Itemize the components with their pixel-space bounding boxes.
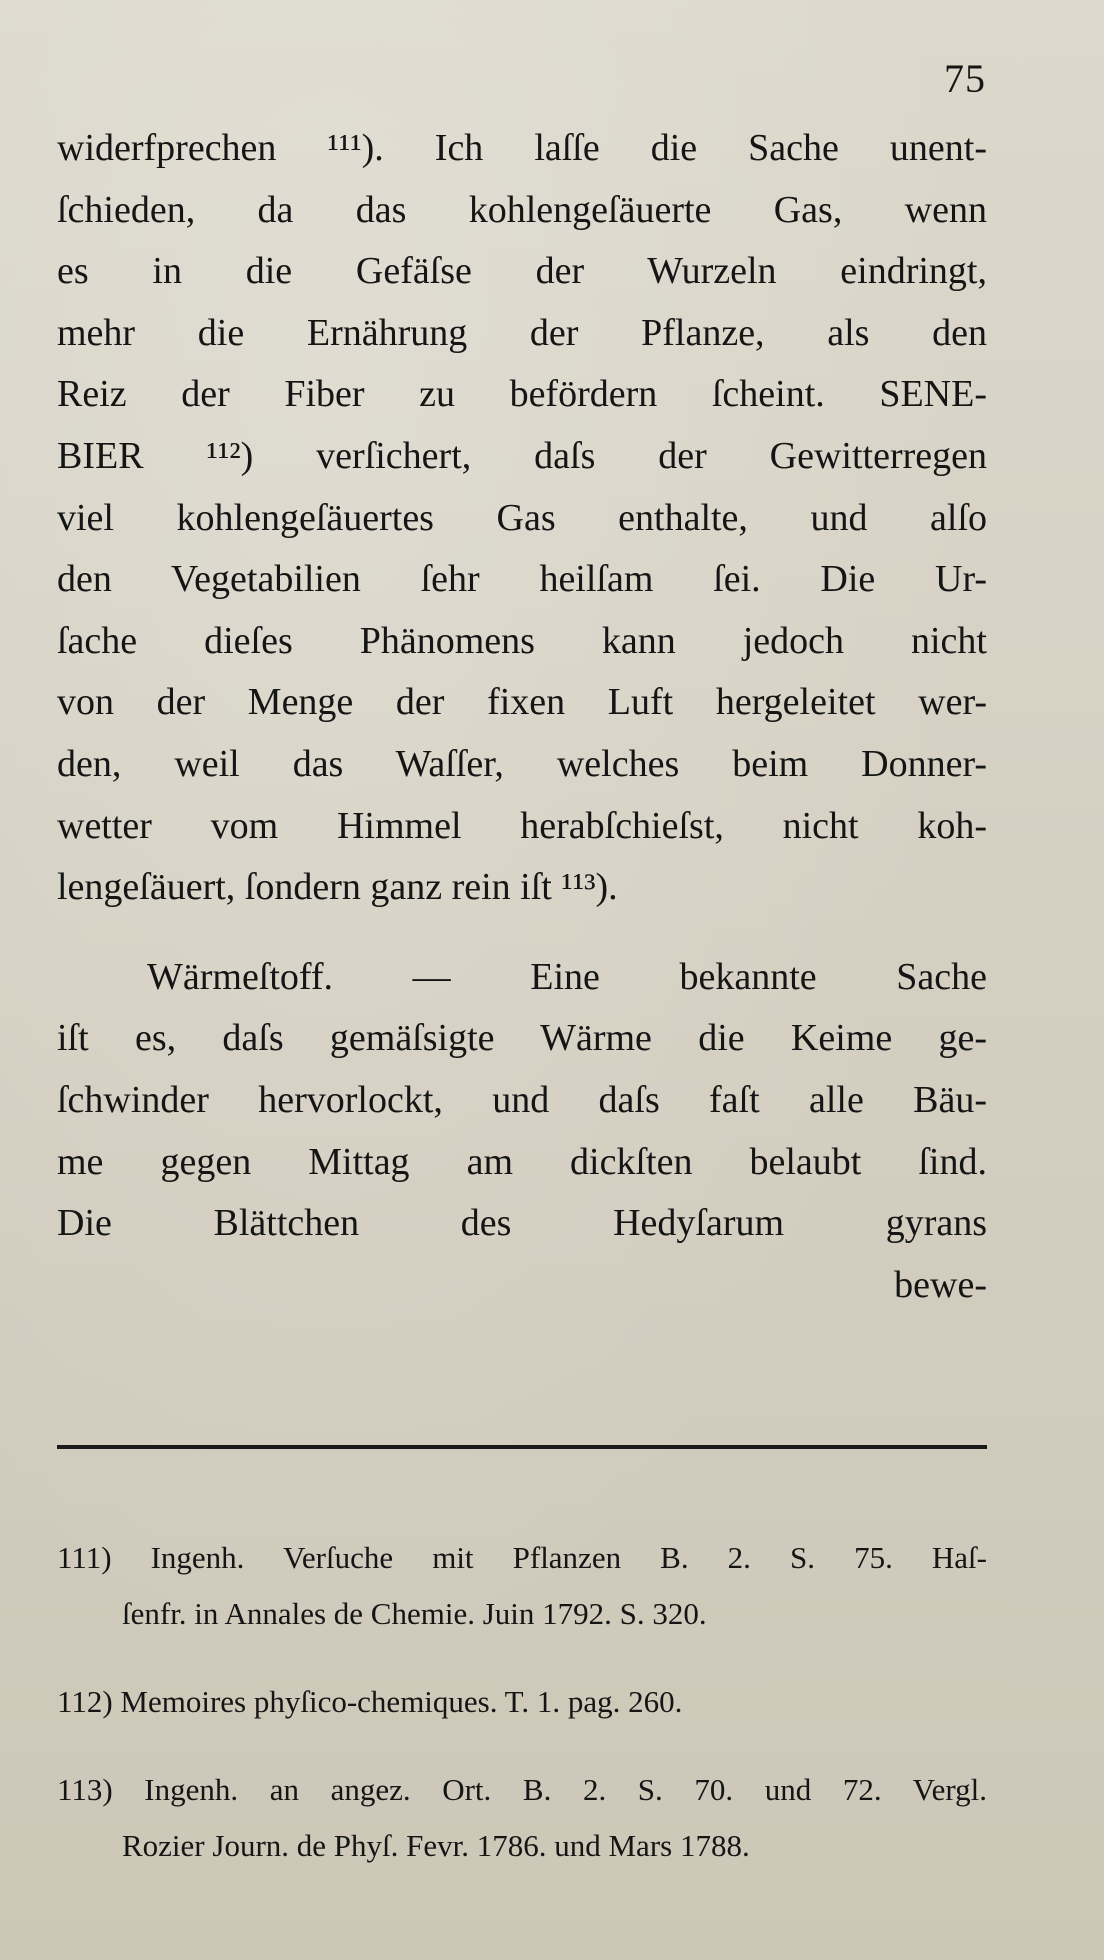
- catchword: bewe-: [894, 1263, 987, 1306]
- text-line: Wärmeſtoff. — Eine bekannte Sache: [147, 955, 987, 998]
- footnote-113: [57, 1762, 987, 1874]
- text-line: wetter vom Himmel herabſchieſst, nicht koh-: [57, 804, 987, 847]
- footnote-112: [57, 1674, 987, 1730]
- text-line: Reiz der Fiber zu befördern ſcheint. SENE-: [57, 373, 987, 416]
- text-line: den Vegetabilien ſehr heilſam ſei. Die Ur-: [57, 558, 987, 601]
- text-line: ſchwinder hervorlockt, und daſs faſt alle Bäu-: [57, 1078, 987, 1121]
- paragraph-1: [57, 118, 987, 919]
- text-line: viel kohlengeſäuertes Gas enthalte, und alſo: [57, 496, 987, 539]
- text-line: von der Menge der fixen Luft hergeleitet wer-: [57, 681, 987, 724]
- text-line: den, weil das Waſſer, welches beim Donner-: [57, 742, 987, 785]
- footnote-line: ſenfr. in Annales de Chemie. Juin 1792. S. 320.: [122, 1596, 707, 1631]
- page-number: 75: [944, 56, 986, 101]
- paragraph-2: [57, 947, 987, 1317]
- text-line: es in die Gefäſse der Wurzeln eindringt,: [57, 250, 987, 293]
- text-line: ſchieden, da das kohlengeſäuerte Gas, wenn: [57, 188, 987, 231]
- footnote-111: [57, 1530, 987, 1642]
- footnote-line: Rozier Journ. de Phyſ. Fevr. 1786. und Mars 1788.: [122, 1828, 750, 1863]
- text-line: mehr die Ernährung der Pflanze, als den: [57, 311, 987, 354]
- footnote-line: 112) Memoires phyſico-chemiques. T. 1. pag. 260.: [57, 1684, 683, 1719]
- footnote-line: 111) Ingenh. Verſuche mit Pflanzen B. 2. S. 75. Haſ-: [57, 1540, 987, 1575]
- text-line: widerfprechen ¹¹¹). Ich laſſe die Sache unent-: [57, 127, 987, 169]
- text-line: iſt es, daſs gemäſsigte Wärme die Keime ge-: [57, 1017, 987, 1060]
- text-line: me gegen Mittag am dickſten belaubt ſind.: [57, 1140, 987, 1183]
- footnote-divider: [57, 1445, 987, 1449]
- footnote-line: 113) Ingenh. an angez. Ort. B. 2. S. 70. und 72. Vergl.: [57, 1772, 987, 1807]
- text-line: BIER ¹¹²) verſichert, daſs der Gewitterregen: [57, 434, 987, 477]
- text-line: lengeſäuert, ſondern ganz rein iſt ¹¹³).: [57, 866, 618, 909]
- text-line: Die Blättchen des Hedyſarum gyrans: [57, 1202, 987, 1245]
- main-text: [57, 118, 987, 1316]
- text-line: ſache dieſes Phänomens kann jedoch nicht: [57, 619, 987, 662]
- footnotes: [57, 1530, 987, 1906]
